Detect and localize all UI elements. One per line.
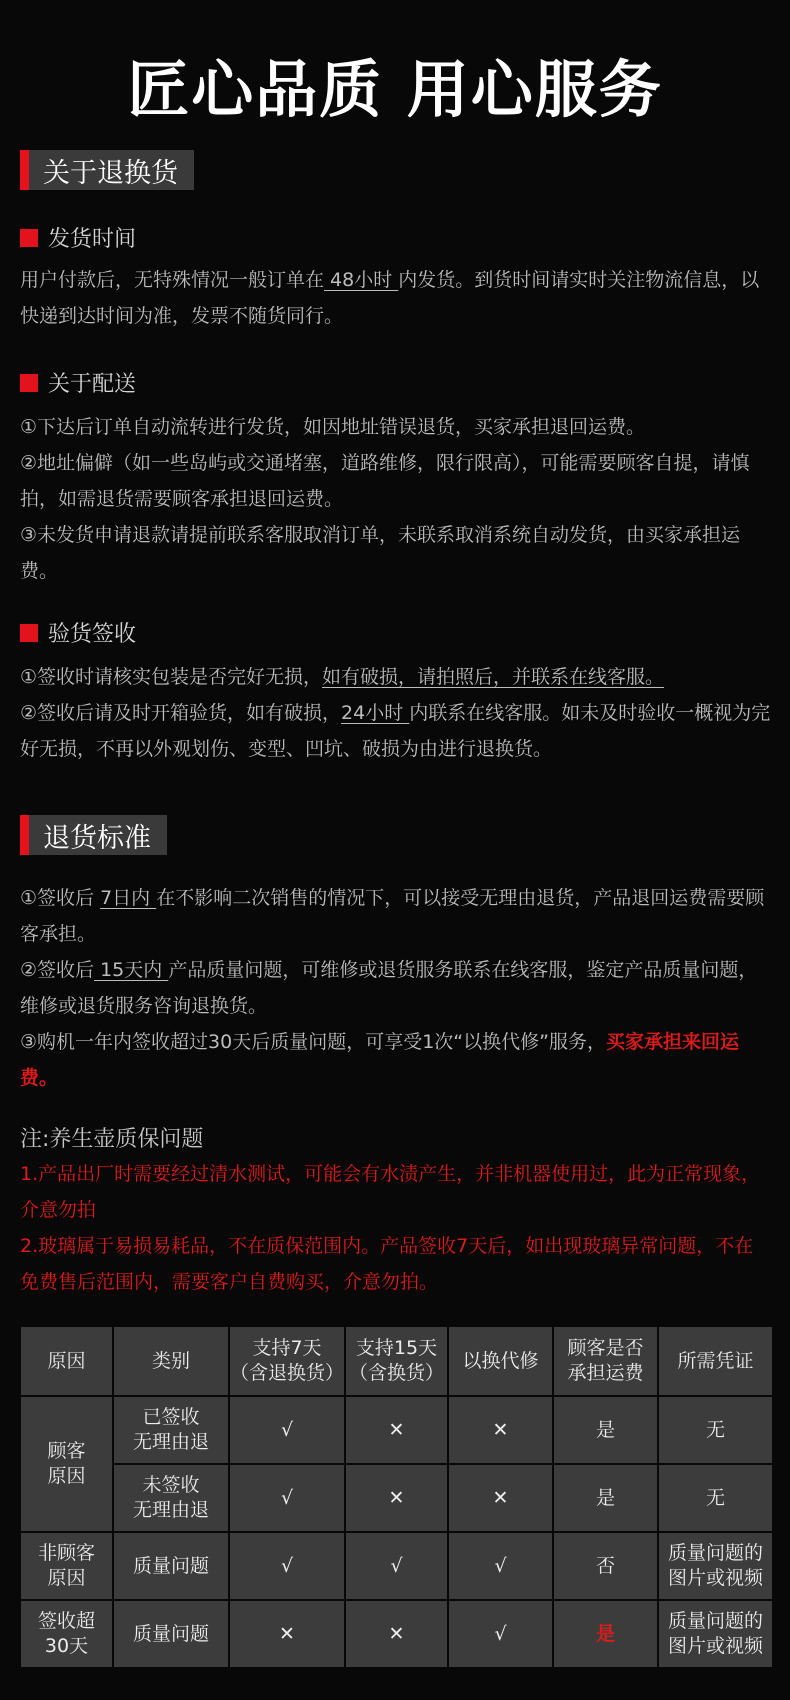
section-heading-standard (20, 815, 167, 855)
cell-evidence: 质量问题的 图片或视频 (658, 1532, 773, 1600)
cell-exchange: √ (448, 1600, 553, 1668)
cell-shipping: 否 (553, 1532, 658, 1600)
header-reason: 原因 (20, 1326, 113, 1396)
group-non-customer-reason: 非顾客 原因 (20, 1532, 113, 1600)
header-category: 类别 (113, 1326, 229, 1396)
cell-category: 已签收 无理由退 (113, 1396, 229, 1464)
delivery-paragraph (20, 409, 772, 589)
shipping-paragraph: 用户付款后，无特殊情况一般订单在 48小时 内发货。到货时间请实时关注物流信息，以快递到达时间为准，发票不随货同行。 (20, 269, 760, 327)
table-header-row (20, 1326, 773, 1396)
cell-category: 质量问题 (113, 1600, 229, 1668)
red-square-icon (20, 624, 38, 642)
header-exchange-repair: 以换代修 (448, 1326, 553, 1396)
highlight-15days: 15天内 (94, 959, 169, 981)
table-row (20, 1464, 773, 1532)
note-title: 注:养生壶质保问题 (20, 1127, 204, 1152)
header-15days: 支持15天 （含换货） (345, 1326, 448, 1396)
group-customer-reason: 顾客 原因 (20, 1396, 113, 1532)
cell-15days: ✕ (345, 1464, 448, 1532)
inspection-paragraph (20, 659, 772, 767)
cell-shipping: 是 (553, 1464, 658, 1532)
cell-exchange: √ (448, 1532, 553, 1600)
subheading-delivery (20, 367, 136, 398)
cell-shipping: 是 (553, 1600, 658, 1668)
standard-item-1: ①签收后 7日内 在不影响二次销售的情况下，可以接受无理由退货，产品退回运费需要顾客承担。 (20, 887, 765, 945)
header-shipping-cost: 顾客是否 承担运费 (553, 1326, 658, 1396)
highlight-7days: 7日内 (100, 887, 157, 909)
cell-7days: ✕ (229, 1600, 345, 1668)
subheading-label: 验货签收 (48, 622, 137, 647)
standard-item-2: ②签收后 15天内 产品质量问题，可维修或退货服务联系在线客服，鉴定产品质量问题，维修或退货服务咨询退换货。 (20, 959, 758, 1017)
cell-shipping: 是 (553, 1396, 658, 1464)
highlight-damage: 如有破损，请拍照后，并联系在线客服。 (322, 666, 665, 688)
table-row (20, 1532, 773, 1600)
red-square-icon (20, 374, 38, 392)
section-heading-label: 退货标准 (43, 822, 151, 854)
note-line-1: 1.产品出厂时需要经过清水测试，可能会有水渍产生，并非机器使用过，此为正常现象，介意勿拍 (20, 1163, 761, 1221)
highlight-48h: 48小时 (324, 269, 399, 291)
cell-7days: √ (229, 1532, 345, 1600)
note-line-2: 2.玻璃属于易损易耗品，不在质保范围内。产品签收7天后，如出现玻璃异常问题，不在免费售后范围内，需要客户自费购买，介意勿拍。 (20, 1235, 754, 1293)
cell-evidence: 质量问题的 图片或视频 (658, 1600, 773, 1668)
highlight-24h: 24小时 (341, 702, 410, 724)
cell-category: 未签收 无理由退 (113, 1464, 229, 1532)
section-heading-returns (20, 150, 194, 190)
page-title: 匠心品质 用心服务 (127, 53, 663, 126)
cell-exchange: ✕ (448, 1396, 553, 1464)
standard-paragraph (20, 880, 772, 1096)
header-evidence: 所需凭证 (658, 1326, 773, 1396)
section-heading-label: 关于退换货 (43, 157, 178, 189)
delivery-item-2: ②地址偏僻（如一些岛屿或交通堵塞，道路维修，限行限高），可能需要顾客自提，请慎拍，如需退货需要顾客承担退回运费。 (20, 452, 750, 510)
inspection-item-1: ①签收时请核实包装是否完好无损，如有破损，请拍照后，并联系在线客服。 (20, 666, 665, 688)
subheading-inspection (20, 617, 136, 648)
buyer-pays-shipping: 买家承担来回运费。 (20, 1031, 740, 1089)
table-row (20, 1396, 773, 1464)
heading-accent-bar (20, 815, 29, 855)
delivery-item-3: ③未发货申请退款请提前联系客服取消订单，未联系取消系统自动发货，由买家承担运费。 (20, 524, 741, 582)
cell-15days: ✕ (345, 1396, 448, 1464)
subheading-label: 发货时间 (48, 227, 137, 252)
heading-accent-bar (20, 150, 29, 190)
cell-7days: √ (229, 1396, 345, 1464)
inspection-item-2: ②签收后请及时开箱验货，如有破损，24小时 内联系在线客服。如未及时验收一概视为完好无损，不再以外观划伤、变型、凹坑、破损为由进行退换货。 (20, 702, 771, 760)
cell-exchange: ✕ (448, 1464, 553, 1532)
cell-evidence: 无 (658, 1464, 773, 1532)
group-over-30-days: 签收超 30天 (20, 1600, 113, 1668)
header-7days: 支持7天 （含退换货） (229, 1326, 345, 1396)
standard-item-3: ③购机一年内签收超过30天后质量问题，可享受1次“以换代修”服务，买家承担来回运费。 (20, 1031, 740, 1089)
cell-15days: ✕ (345, 1600, 448, 1668)
subheading-shipping-time (20, 222, 136, 253)
cell-category: 质量问题 (113, 1532, 229, 1600)
cell-15days: √ (345, 1532, 448, 1600)
return-policy-table (19, 1325, 774, 1669)
subheading-label: 关于配送 (48, 372, 137, 397)
red-square-icon (20, 229, 38, 247)
cell-evidence: 无 (658, 1396, 773, 1464)
cell-7days: √ (229, 1464, 345, 1532)
table-row (20, 1600, 773, 1668)
delivery-item-1: ①下达后订单自动流转进行发货，如因地址错误退货，买家承担退回运费。 (20, 416, 646, 438)
